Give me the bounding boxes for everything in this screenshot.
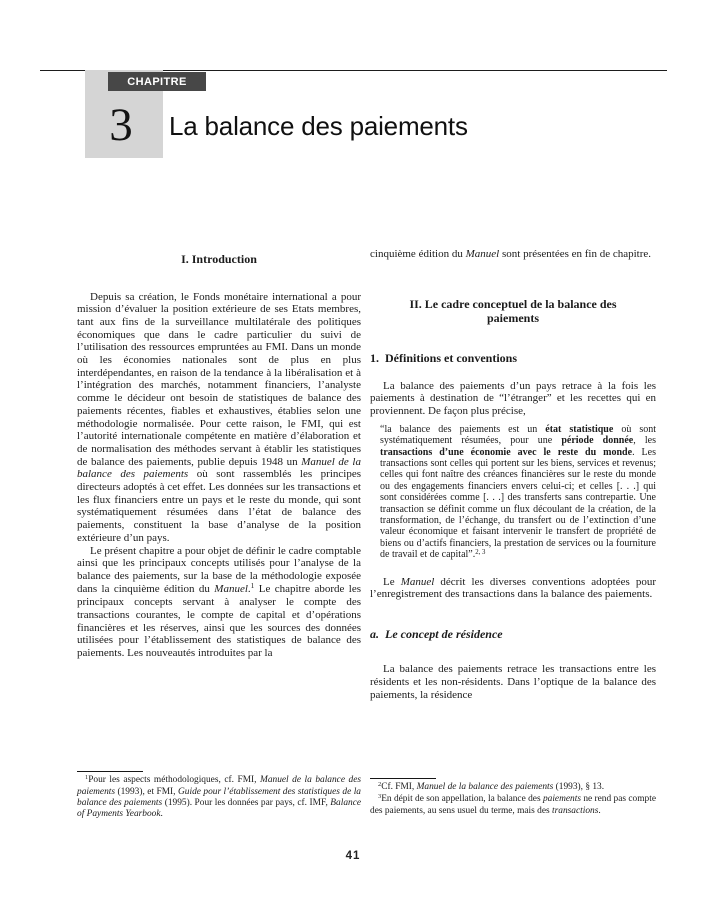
chapter-number: 3 bbox=[109, 99, 133, 151]
paragraph: Le présent chapitre a pour objet de définir le cadre comptable ainsi que les principaux concepts utilisés pour l’analyse de la balance des paiements, sur la base de la méthodologie exposée dans la cinquième édition du Manuel.$^1$ Le chapitre aborde les principaux concepts servant à analyser le compte des transactions courantes, le compte de capital et d’opérations financières et les réserves, ainsi que les sources des données utilisées pour l’établissement des statistiques de balance des paiements. Les nouveautés introduites par la bbox=[77, 544, 362, 660]
paragraph: La balance des paiements d’un pays retrace à la fois les paiements à destination de “l’étranger” et les recettes qui en proviennent. De façon plus précise, bbox=[370, 379, 656, 418]
paragraph: Le Manuel décrit les diverses conventions adoptées pour l’enregistrement des transactions dans la balance des paiements. bbox=[370, 575, 656, 601]
footnote-separator bbox=[370, 778, 436, 779]
chapter-label-badge: CHAPITRE bbox=[108, 72, 206, 91]
right-column bbox=[370, 248, 656, 701]
footnote-3: $^3$En dépit de son appellation, la balance des paiements ne rend pas compte des paiements, au sens usuel du terme, mais des transactions. bbox=[370, 793, 656, 816]
paragraph-continuation: cinquième édition du Manuel sont présentées en fin de chapitre. bbox=[370, 248, 652, 260]
section-heading-introduction: I. Introduction bbox=[181, 252, 257, 266]
paragraph: Depuis sa création, le Fonds monétaire international a pour mission d’évaluer la position extérieure de ses Etats membres, tant aux fins de la surveillance multilatérale des politiques économiques que dans le cadre particulier du suivi de l’utilisation des ressources empruntées au FMI. Dans un monde où les économies nationales sont de plus en plus interdépendantes, en raison de la tendance à la libéralisation et à l’intégration des marchés, notamment financiers, l’analyste comme le décideur ont besoin de statistiques de balance des paiements récentes, fiables et exhaustives, établies selon une méthodologie normalisée. Pour cette raison, le FMI, qui est l’autorité internationale compétente en matière d’élaboration et de normalisation des méthodes servant à établir les statistiques de balance des paiements, publie depuis 1948 un Manuel de la balance des paiements où sont rassemblés les principes directeurs adoptés à cet effet. Les données sur les transactions et les flux financiers entre un pays et le reste du monde, qui sont systématiquement résumées dans l’état de balance des paiements, constituent la base d’analyse de la position extérieure d’un pays. bbox=[77, 290, 361, 544]
subsection-heading-definitions: 1. Définitions et conventions bbox=[370, 350, 517, 365]
paragraph: La balance des paiements retrace les transactions entre les résidents et les non-résidents. Dans l’optique de la balance des paiements, la résidence bbox=[370, 663, 656, 701]
footnotes-left bbox=[77, 771, 361, 820]
page-number: 41 bbox=[345, 850, 361, 862]
footnotes-right bbox=[370, 778, 656, 817]
section-heading-cadre-conceptuel: II. Le cadre conceptuel de la balance des paiements bbox=[409, 296, 617, 326]
footnote-2: $^2$Cf. FMI, Manuel de la balance des paiements (1993), § 13. bbox=[378, 781, 605, 792]
footnote-1: $^1$Pour les aspects méthodologiques, cf. FMI, Manuel de la balance des paiements (1993), et FMI, Guide pour l’établissement des statistiques de la balance des paiements (1995). Pour les données par pays, cf. IMF, Balance of Payments Yearbook. bbox=[77, 774, 362, 819]
footnote-separator bbox=[77, 771, 143, 772]
subsection-heading-residence: a. Le concept de résidence bbox=[370, 627, 503, 642]
left-column bbox=[77, 248, 361, 660]
blockquote-definition: “la balance des paiements est un état statistique où sont systématiquement résumées, pour une période donnée, les transactions d’une économie avec le reste du monde. Les transactions sont celles qui portent sur les biens, services et revenus; celles qui font naître des créances financières sur le reste du monde ou des engagements financiers envers celui-ci; et celles [. . .] qui sont considérées comme [. . .] des transferts sans contrepartie. Une transaction se définit comme un flux découlant de la création, de la transformation, de l’échange, du transfert ou de l’extinction d’une valeur économique et faisant intervenir le transfert de propriété de biens ou d’actifs financiers, la prestation de services ou la fourniture de travail et de capital”.$^{2, 3}$ bbox=[380, 423, 657, 561]
chapter-title: La balance des paiements bbox=[169, 111, 468, 141]
